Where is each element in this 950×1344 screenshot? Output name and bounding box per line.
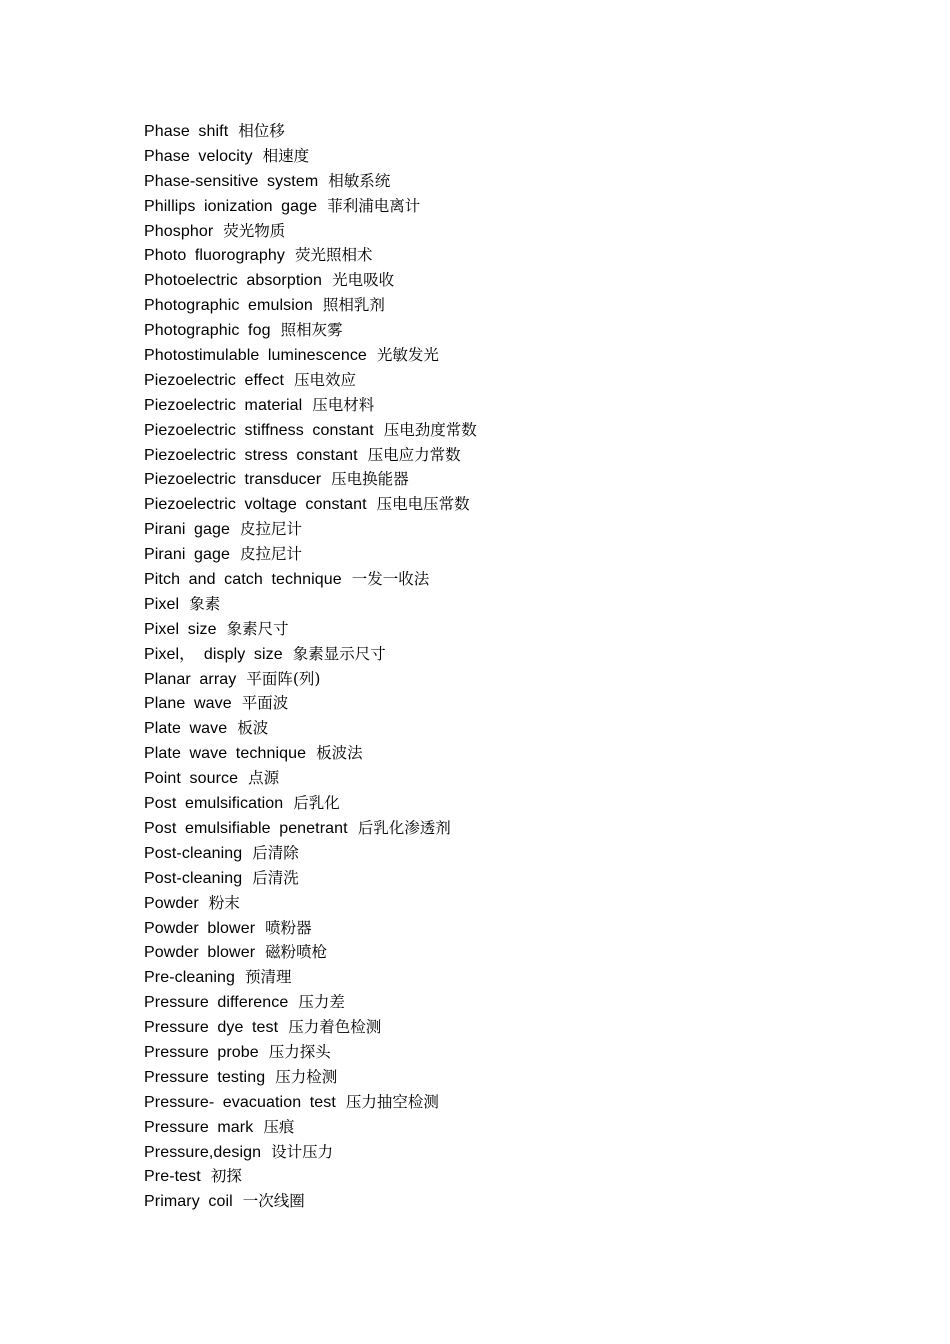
glossary-entry (144, 1189, 477, 1214)
glossary-entry (144, 443, 477, 468)
entry-translation: 压力着色检测 (288, 1018, 382, 1037)
entry-term: Piezoelectric material (144, 396, 303, 414)
entry-translation: 压电劲度常数 (383, 420, 477, 439)
entry-term: Piezoelectric stress constant (144, 446, 358, 464)
glossary-entry (144, 965, 477, 990)
entry-term: Pixel size (144, 620, 217, 638)
glossary-entry (144, 617, 477, 642)
entry-translation: 预清理 (245, 968, 292, 987)
glossary-entry (144, 990, 477, 1015)
entry-translation: 初探 (210, 1167, 242, 1186)
entry-translation: 压电电压常数 (376, 495, 470, 514)
entry-translation: 荧光照相术 (295, 246, 373, 265)
glossary-entry (144, 368, 477, 393)
glossary-entry (144, 916, 477, 941)
glossary-entry (144, 418, 477, 443)
glossary-entry (144, 667, 477, 692)
entry-translation: 压电效应 (294, 370, 357, 389)
entry-translation: 粉末 (208, 893, 240, 912)
entry-term: Piezoelectric stiffness constant (144, 421, 374, 439)
entry-term: Pressure,design (144, 1143, 262, 1161)
entry-translation: 压电换能器 (331, 470, 409, 489)
entry-translation: 压力检测 (275, 1067, 338, 1086)
entry-term: Primary coil (144, 1193, 233, 1211)
entry-term: Powder blower (144, 944, 256, 962)
glossary-entry (144, 592, 477, 617)
entry-term: Pixel (144, 595, 180, 613)
entry-term: Pressure testing (144, 1068, 266, 1086)
entry-term: Photographic emulsion (144, 297, 313, 315)
glossary-entry (144, 1090, 477, 1115)
entry-translation: 点源 (248, 769, 280, 788)
entry-term: Post emulsifiable penetrant (144, 819, 348, 837)
entry-translation: 压力抽空检测 (345, 1092, 439, 1111)
entry-translation: 压痕 (263, 1117, 295, 1136)
entry-term: Pixel， disply size (144, 645, 283, 663)
glossary-entry (144, 542, 477, 567)
entry-translation: 压力探头 (268, 1042, 331, 1061)
entry-term: Pressure difference (144, 994, 289, 1012)
glossary-entry (144, 766, 477, 791)
entry-translation: 照相灰雾 (280, 321, 343, 340)
glossary-list (144, 119, 477, 1214)
entry-term: Pirani gage (144, 546, 231, 564)
entry-term: Powder (144, 894, 199, 912)
entry-translation: 压电材料 (312, 395, 375, 414)
entry-term: Pressure dye test (144, 1019, 279, 1037)
glossary-entry (144, 791, 477, 816)
entry-translation: 一次线圈 (242, 1192, 305, 1211)
entry-term: Photo fluorography (144, 247, 286, 265)
entry-term: Powder blower (144, 919, 256, 937)
entry-term: Phase shift (144, 123, 229, 140)
entry-term: Pre-cleaning (144, 969, 236, 987)
entry-translation: 光敏发光 (376, 346, 439, 365)
entry-term: Photographic fog (144, 322, 271, 340)
glossary-entry (144, 1164, 477, 1189)
entry-term: Pressure probe (144, 1043, 259, 1061)
entry-translation: 相敏系统 (328, 171, 391, 190)
entry-translation: 象素显示尺寸 (292, 644, 386, 663)
entry-term: Phase-sensitive system (144, 172, 319, 190)
entry-translation: 皮拉尼计 (240, 545, 303, 564)
glossary-entry (144, 891, 477, 916)
entry-term: Pressure- evacuation test (144, 1093, 336, 1111)
glossary-entry (144, 1015, 477, 1040)
entry-translation: 压电应力常数 (367, 445, 461, 464)
glossary-entry (144, 393, 477, 418)
glossary-entry (144, 816, 477, 841)
entry-translation: 设计压力 (271, 1142, 334, 1161)
entry-translation: 相位移 (238, 122, 285, 140)
entry-translation: 皮拉尼计 (240, 520, 303, 539)
entry-term: Plate wave technique (144, 745, 307, 763)
glossary-entry (144, 716, 477, 741)
glossary-entry (144, 1040, 477, 1065)
entry-term: Pre-test (144, 1168, 201, 1186)
entry-translation: 板波法 (316, 744, 363, 763)
glossary-entry (144, 1140, 477, 1165)
glossary-entry (144, 567, 477, 592)
entry-translation: 照相乳剂 (322, 296, 385, 315)
glossary-entry (144, 866, 477, 891)
entry-term: Plane wave (144, 695, 232, 713)
entry-term: Point source (144, 770, 239, 788)
glossary-entry (144, 1065, 477, 1090)
glossary-entry (144, 144, 477, 169)
entry-term: Phillips ionization gage (144, 197, 318, 215)
entry-term: Phase velocity (144, 147, 253, 165)
entry-term: Photoelectric absorption (144, 272, 323, 290)
entry-translation: 板波 (237, 719, 269, 738)
glossary-entry (144, 517, 477, 542)
entry-translation: 后乳化 (293, 794, 340, 813)
entry-translation: 压力差 (298, 993, 345, 1012)
entry-term: Pitch and catch technique (144, 571, 342, 589)
entry-term: Post-cleaning (144, 869, 243, 887)
entry-translation: 喷粉器 (265, 918, 312, 937)
entry-term: Plate wave (144, 720, 228, 738)
entry-term: Pressure mark (144, 1118, 254, 1136)
entry-term: Planar array (144, 670, 237, 688)
glossary-entry (144, 492, 477, 517)
glossary-entry (144, 318, 477, 343)
glossary-entry (144, 243, 477, 268)
entry-term: Post-cleaning (144, 844, 243, 862)
entry-translation: 后清除 (252, 843, 299, 862)
glossary-entry (144, 343, 477, 368)
entry-term: Pirani gage (144, 521, 231, 539)
glossary-entry (144, 219, 477, 244)
glossary-entry (144, 940, 477, 965)
glossary-entry (144, 642, 477, 667)
glossary-entry (144, 467, 477, 492)
glossary-entry (144, 741, 477, 766)
entry-translation: 光电吸收 (332, 271, 395, 290)
entry-term: Piezoelectric effect (144, 371, 284, 389)
entry-translation: 象素 (189, 594, 221, 613)
entry-term: Post emulsification (144, 795, 284, 813)
glossary-entry (144, 194, 477, 219)
entry-translation: 菲利浦电离计 (327, 196, 421, 215)
glossary-entry (144, 293, 477, 318)
entry-term: Piezoelectric transducer (144, 471, 322, 489)
entry-translation: 后乳化渗透剂 (357, 818, 451, 837)
entry-translation: 平面阵(列) (246, 669, 321, 688)
entry-translation: 荧光物质 (223, 221, 286, 240)
entry-term: Photostimulable luminescence (144, 347, 367, 365)
entry-translation: 磁粉喷枪 (265, 943, 328, 962)
entry-term: Piezoelectric voltage constant (144, 496, 367, 514)
entry-translation: 平面波 (241, 694, 289, 713)
glossary-entry (144, 1115, 477, 1140)
entry-translation: 后清洗 (252, 868, 299, 887)
entry-translation: 一发一收法 (351, 570, 430, 589)
glossary-entry (144, 691, 477, 716)
glossary-entry (144, 841, 477, 866)
glossary-entry (144, 268, 477, 293)
entry-term: Phosphor (144, 222, 214, 240)
glossary-entry (144, 169, 477, 194)
glossary-entry (144, 119, 477, 144)
entry-translation: 相速度 (262, 146, 310, 165)
entry-translation: 象素尺寸 (226, 619, 289, 638)
